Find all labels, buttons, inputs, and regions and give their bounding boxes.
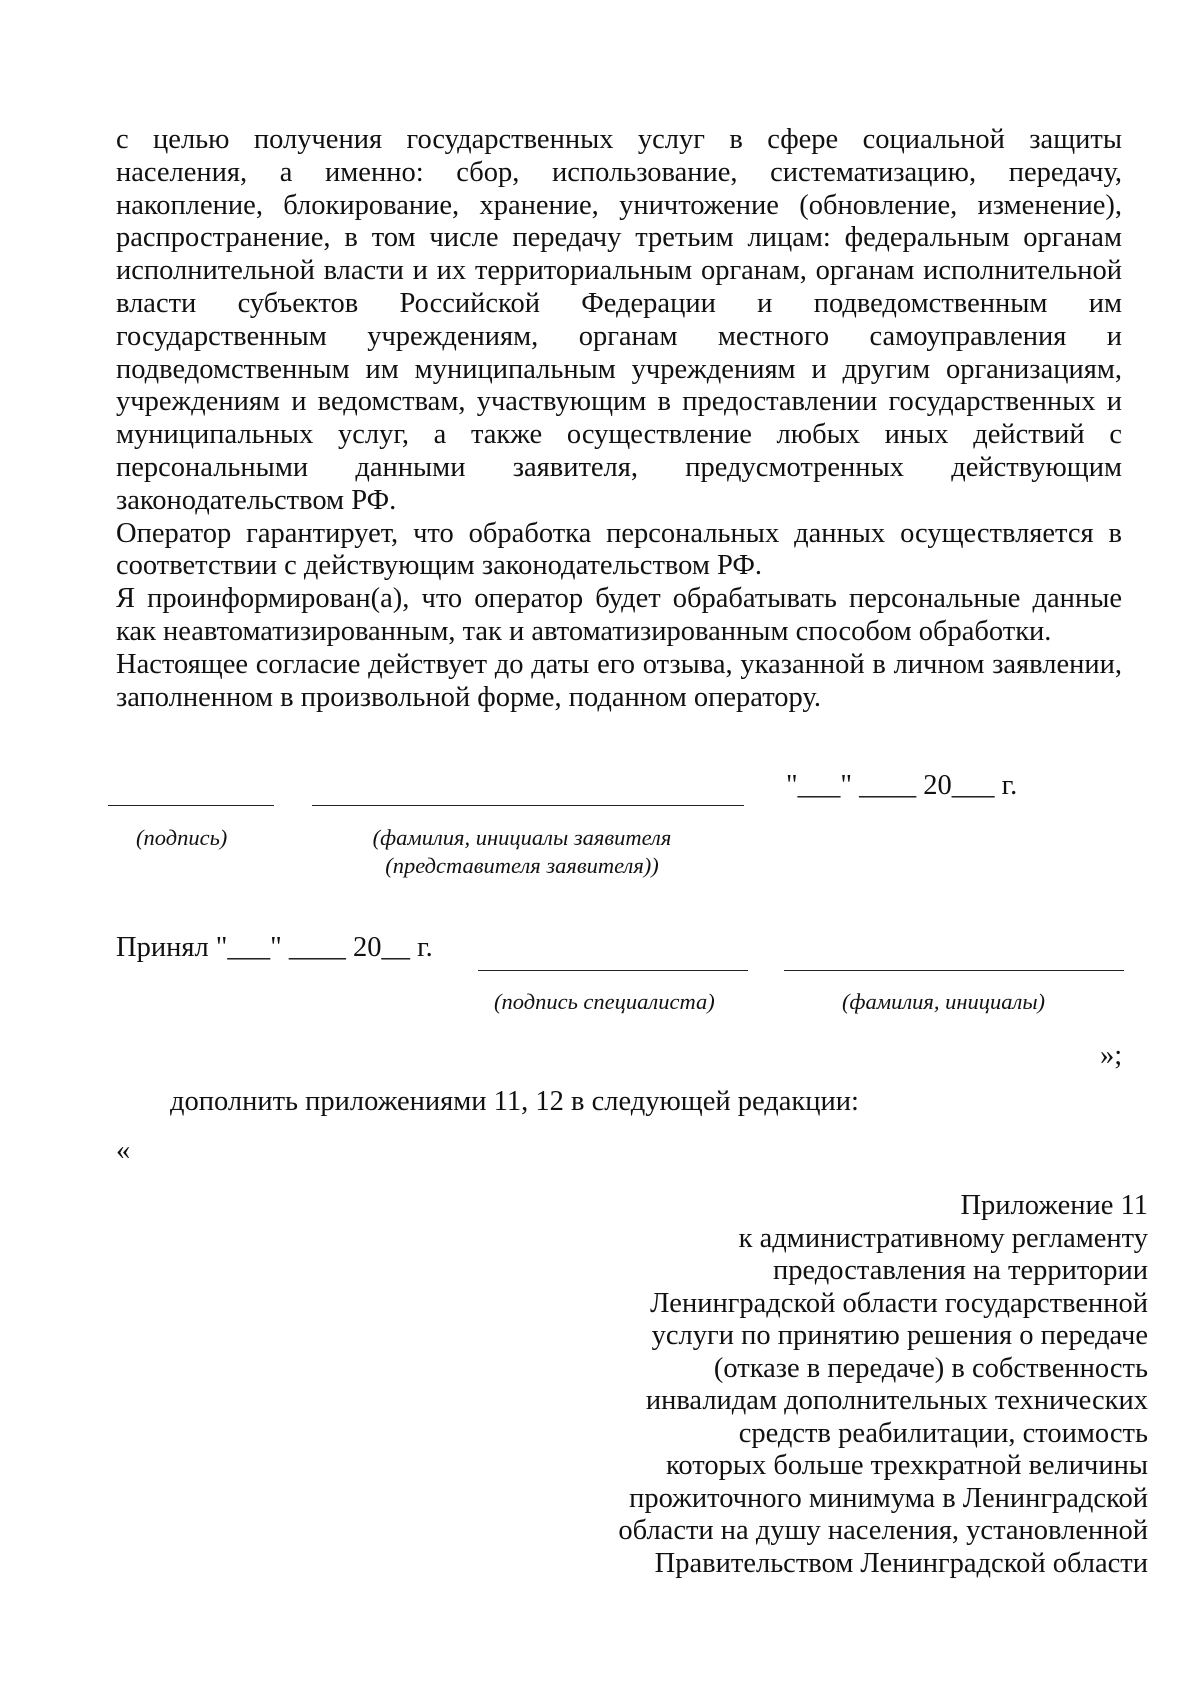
specialist-name-line: [784, 970, 1124, 971]
applicant-signature-line: [108, 805, 274, 806]
appendix-line: услуги по принятию решения о передаче: [651, 1320, 1148, 1351]
appendix-line: предоставления на территории: [773, 1255, 1148, 1286]
appendix-header: [508, 1190, 1148, 1580]
accepted-date: Принял "___" ____ 20__ г.: [116, 932, 433, 963]
appendix-line: Правительством Ленинградской области: [654, 1547, 1148, 1579]
consent-paragraph-validity: Настоящее согласие действует до даты его отзыва, указанной в личном заявлении, заполненном в произвольной форме, поданном оператору.: [116, 648, 1122, 713]
appendix-line: (отказе в передаче) в собственность: [713, 1352, 1148, 1384]
opening-quote: «: [116, 1135, 131, 1166]
specialist-signature-caption: (подпись специалиста): [494, 989, 715, 1014]
consent-text: [116, 124, 1122, 714]
appendix-line: которых больше трехкратной величины: [665, 1450, 1148, 1481]
supplement-instruction: дополнить приложениями 11, 12 в следующей редакции:: [170, 1086, 859, 1117]
applicant-name-caption-line1: (фамилия, инициалы заявителя: [372, 825, 672, 850]
appendix-line: инвалидам дополнительных технических: [645, 1385, 1148, 1416]
appendix-line: области на душу населения, установленной: [618, 1515, 1148, 1546]
specialist-name-caption: (фамилия, инициалы): [842, 989, 1046, 1014]
applicant-signature-caption: (подпись): [136, 825, 228, 850]
consent-paragraph-guarantee: Оператор гарантирует, что обработка персональных данных осуществляется в соответствии с действующим законодательством РФ.: [116, 517, 1122, 582]
consent-paragraph-informed: Я проинформирован(а), что оператор будет обрабатывать персональные данные как неавтоматизированным, так и автоматизированным способом обработки.: [116, 583, 1122, 647]
appendix-line: прожиточного минимума в Ленинградской: [629, 1482, 1148, 1514]
applicant-date: "___" ____ 20___ г.: [786, 770, 1018, 801]
appendix-line: средств реабилитации, стоимость: [738, 1417, 1148, 1449]
applicant-name-caption: [352, 824, 692, 880]
appendix-line: Ленинградской области государственной: [650, 1287, 1148, 1319]
specialist-signature-line: [478, 970, 748, 971]
appendix-line: к административному регламенту: [738, 1222, 1148, 1254]
appendix-line: Приложение 11: [960, 1190, 1148, 1221]
consent-paragraph-purpose: с целью получения государственных услуг в сфере социальной защиты населения, а именно: сбор, использование, систематизацию, передачу, накопление, блокирование, хранение, уничтожение (обновление, изменение), распространение, в том числе передачу третьим лицам: федеральным органам исполнительной власти и их территориальным органам, органам исполнительной власти субъектов Российской Федерации и подведомственным им государственным учреждениям, органам местного самоуправления и подведомственным им муниципальным учреждениям и другим организациям, учреждениям и ведомствам, участвующим в предоставлении государственных и муниципальных услуг, а также осуществление любых иных действий с персональными данными заявителя, предусмотренных действующим законодательством РФ.: [116, 124, 1122, 516]
applicant-name-caption-line2: (представителя заявителя)): [385, 853, 659, 878]
applicant-name-line: [312, 805, 744, 806]
closing-quote: »;: [1100, 1040, 1123, 1071]
